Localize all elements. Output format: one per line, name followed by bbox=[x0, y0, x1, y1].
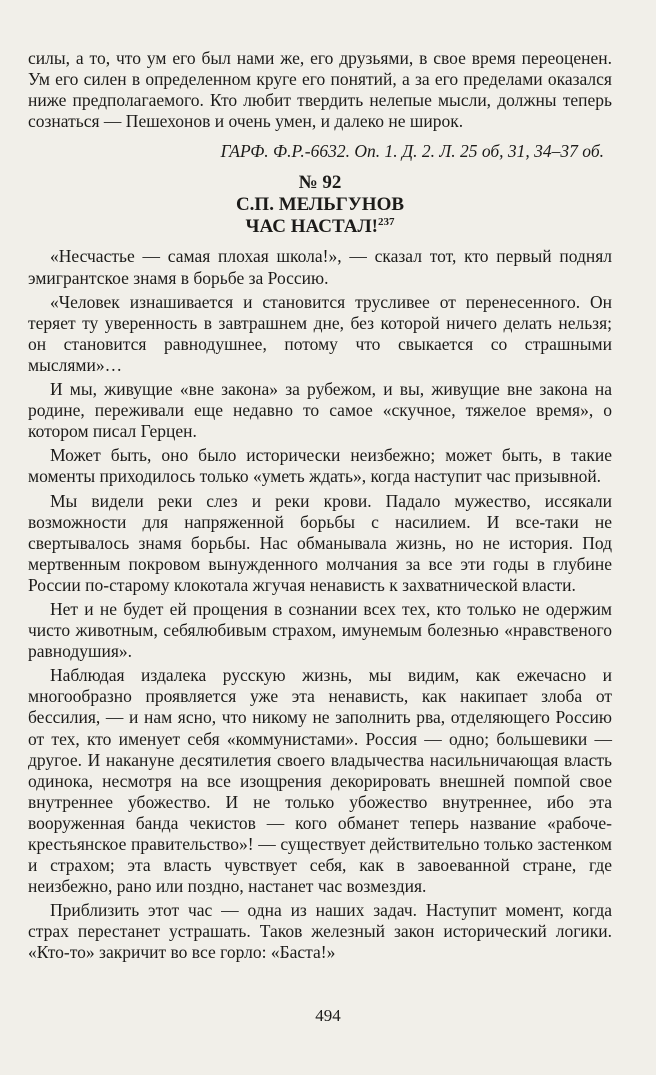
page-number: 494 bbox=[315, 1006, 341, 1025]
document-title-text: ЧАС НАСТАЛ! bbox=[245, 216, 378, 238]
paragraph: Может быть, оно было исторически неизбежно; может быть, в такие моменты приходилось только «уметь ждать», когда наступит час призывной. bbox=[28, 445, 612, 487]
paragraph: Нет и не будет ей прощения в сознании всех тех, кто только не одержим чисто животным, себялюбивым страхом, имунемым болезнью «нравственого равнодушия». bbox=[28, 598, 612, 662]
paragraph: «Человек изнашивается и становится трусливее от перенесенного. Он теряет ту уверенность в завтрашнем дне, без которой ничего делать нельзя; он становится равнодушнее, потому что свыкается со страшными мыслями»… bbox=[28, 291, 612, 375]
continuation-paragraph: силы, а то, что ум его был нами же, его друзьями, в свое время переоценен. Ум его силен в определенном круге его понятий, а за его пределами оказался ниже предполагаемого. Кто любит твердить нелепые мысли, должны теперь сознаться — Пешехонов и очень умен, и далеко не широк. bbox=[28, 48, 612, 132]
paragraph: Мы видели реки слез и реки крови. Падало мужество, иссякали возможности для напряженной борьбы с насилием. И все-таки не свертывалось знамя борьбы. Нас обманывала жизнь, но не история. Под мертвенным покровом вынужденного молчания за все эти годы в глубине России по-старому клокотала жгучая ненависть к захватнической власти. bbox=[28, 490, 612, 595]
page-text bbox=[28, 48, 612, 964]
document-author: С.П. МЕЛЬГУНОВ bbox=[235, 194, 405, 216]
footnote-ref: 237 bbox=[377, 216, 395, 229]
archive-source: ГАРФ. Ф.Р.-6632. Оп. 1. Д. 2. Л. 25 об, 31, 34–37 об. bbox=[220, 141, 604, 162]
paragraph: Наблюдая издалека русскую жизнь, мы видим, как ежечасно и многообразно проявляется уже эта ненависть, как накипает злоба от бессилия, — и нам ясно, что никому не заполнить рва, отделяющего Россию от тех, кто именует себя «коммунистами». Россия — одно; большевики — другое. И накануне десятилетия своего владычества насильничающая власть одинока, несмотря на все изощрения декорировать внешней помпой свое внутреннее убожество. И не только убожество внутреннее, ибо эта вооруженная банда чекистов — кого обманет теперь название «рабоче-крестьянское правительство»! — существует действительно только застенком и страхом; эта власть чувствует себя, как в завоеванной стране, где неизбежно, рано или поздно, настанет час возмездия. bbox=[28, 665, 612, 897]
paragraph: И мы, живущие «вне закона» за рубежом, и вы, живущие вне закона на родине, переживали еще недавно то самое «скучное, тяжелое время», о котором писал Герцен. bbox=[28, 379, 612, 442]
document-title bbox=[28, 216, 612, 238]
document-number: № 92 bbox=[298, 172, 342, 194]
paragraph: Приблизить этот час — одна из наших задач. Наступит момент, когда страх перестанет устрашать. Таков железный закон исторический логики. «Кто-то» закричит во все горло: «Баста!» bbox=[28, 900, 612, 963]
paragraph: «Несчастье — самая плохая школа!», — сказал тот, кто первый поднял эмигрантское знамя в борьбе за Россию. bbox=[28, 246, 612, 288]
